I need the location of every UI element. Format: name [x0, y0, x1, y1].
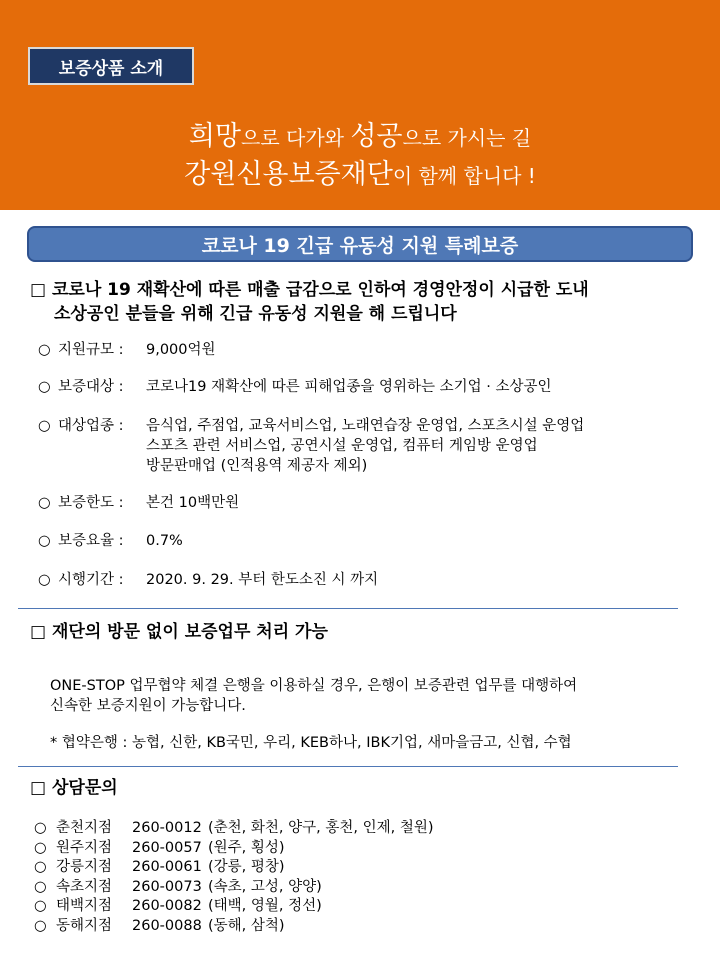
branch-area: (춘천, 화천, 양구, 홍천, 인제, 철원)	[208, 820, 434, 836]
category-tag: 보증상품 소개	[28, 47, 194, 85]
support-item-value: 음식업, 주점업, 교육서비스업, 노래연습장 운영업, 스포츠시설 운영업	[146, 418, 585, 434]
branch-phone: 260-0088	[132, 918, 202, 934]
support-item-value: 본건 10백만원	[146, 495, 240, 511]
circle-bullet-icon: ○	[34, 859, 47, 876]
branch-area: (원주, 횡성)	[208, 839, 285, 856]
contact-row	[34, 839, 285, 858]
branch-name: 춘천지점	[56, 820, 113, 836]
support-item	[38, 493, 144, 513]
circle-bullet-icon: ○	[38, 533, 51, 549]
slogan-line-2	[0, 152, 720, 191]
slogan-segment: 으로 다가와	[241, 126, 351, 150]
branch-name: 강릉지점	[56, 859, 113, 876]
support-item-value: 코로나19 재확산에 따른 피해업종을 영위하는 소기업 · 소상공인	[146, 379, 552, 395]
slogan-segment: 희망	[188, 121, 242, 152]
support-item	[38, 377, 144, 397]
branch-name: 원주지점	[56, 839, 113, 856]
section2-heading: □ 재단의 방문 없이 보증업무 처리 가능	[30, 622, 328, 642]
branch-phone: 260-0057	[132, 839, 202, 856]
support-item-value: 2020. 9. 29. 부터 한도소진 시 까지	[146, 572, 379, 588]
support-item	[38, 570, 144, 590]
section1-heading-line2: 소상공인 분들을 위해 긴급 유동성 지원을 해 드립니다	[54, 304, 457, 324]
support-item-label: 보증한도 :	[58, 495, 124, 511]
slogan-line-1	[0, 114, 720, 153]
branch-area: (동해, 삼척)	[208, 918, 285, 934]
branch-name: 동해지점	[56, 918, 113, 934]
section1-heading-line1: □ 코로나 19 재확산에 따른 매출 급감으로 인하여 경영안정이 시급한 도내	[30, 280, 589, 300]
support-item	[38, 340, 144, 360]
support-item-label: 시행기간 :	[58, 572, 124, 588]
branch-phone: 260-0061	[132, 859, 202, 876]
section1-heading	[30, 278, 589, 326]
circle-bullet-icon: ○	[38, 572, 51, 588]
circle-bullet-icon: ○	[38, 495, 51, 511]
section-divider	[18, 608, 678, 609]
contact-row	[34, 819, 434, 838]
circle-bullet-icon: ○	[34, 839, 47, 856]
branch-name: 태백지점	[56, 898, 113, 915]
support-item-label: 지원규모 :	[58, 342, 124, 358]
slogan-segment: 강원신용보증재단	[184, 159, 393, 190]
contact-row	[34, 897, 322, 916]
section3-heading: □ 상담문의	[30, 778, 118, 798]
branch-phone: 260-0012	[132, 820, 202, 836]
branch-area: (태백, 영월, 정선)	[208, 898, 322, 915]
section-divider	[18, 766, 678, 767]
support-item-value: 9,000억원	[146, 342, 216, 358]
support-item-label: 보증대상 :	[58, 379, 124, 395]
circle-bullet-icon: ○	[34, 878, 47, 895]
slogan-segment: 으로 가시는 길	[402, 126, 532, 150]
partner-banks: * 협약은행 : 농협, 신한, KB국민, 우리, KEB하나, IBK기업, 새마을금고, 신협, 수협	[50, 735, 572, 751]
support-item-value: 스포츠 관련 서비스업, 공연시설 운영업, 컴퓨터 게임방 운영업	[146, 438, 538, 454]
page-title: 코로나 19 긴급 유동성 지원 특례보증	[27, 226, 693, 262]
circle-bullet-icon: ○	[38, 342, 51, 358]
branch-area: (속초, 고성, 양양)	[208, 878, 322, 895]
contact-row	[34, 878, 322, 897]
slogan-segment: 이 함께 합니다 !	[392, 164, 536, 188]
branch-area: (강릉, 평창)	[208, 859, 285, 876]
circle-bullet-icon: ○	[38, 379, 51, 395]
slogan-segment: 성공	[350, 121, 403, 152]
section2-paragraph-line1: ONE-STOP 업무협약 체결 은행을 이용하실 경우, 은행이 보증관련 업무를 대행하여	[50, 678, 578, 694]
circle-bullet-icon: ○	[34, 898, 47, 915]
contact-row	[34, 858, 285, 877]
support-item-label: 보증요율 :	[58, 533, 124, 549]
circle-bullet-icon: ○	[38, 418, 51, 434]
support-item	[38, 531, 144, 551]
support-item	[38, 416, 144, 436]
support-item-label: 대상업종 :	[58, 418, 124, 434]
branch-phone: 260-0073	[132, 878, 202, 895]
circle-bullet-icon: ○	[34, 918, 47, 934]
branch-phone: 260-0082	[132, 898, 202, 915]
support-item-value: 방문판매업 (인적용역 제공자 제외)	[146, 458, 368, 474]
section2-paragraph-line2: 신속한 보증지원이 가능합니다.	[50, 698, 246, 714]
support-item-value: 0.7%	[146, 533, 183, 549]
circle-bullet-icon: ○	[34, 820, 47, 836]
contact-row	[34, 917, 285, 936]
branch-name: 속초지점	[56, 878, 113, 895]
